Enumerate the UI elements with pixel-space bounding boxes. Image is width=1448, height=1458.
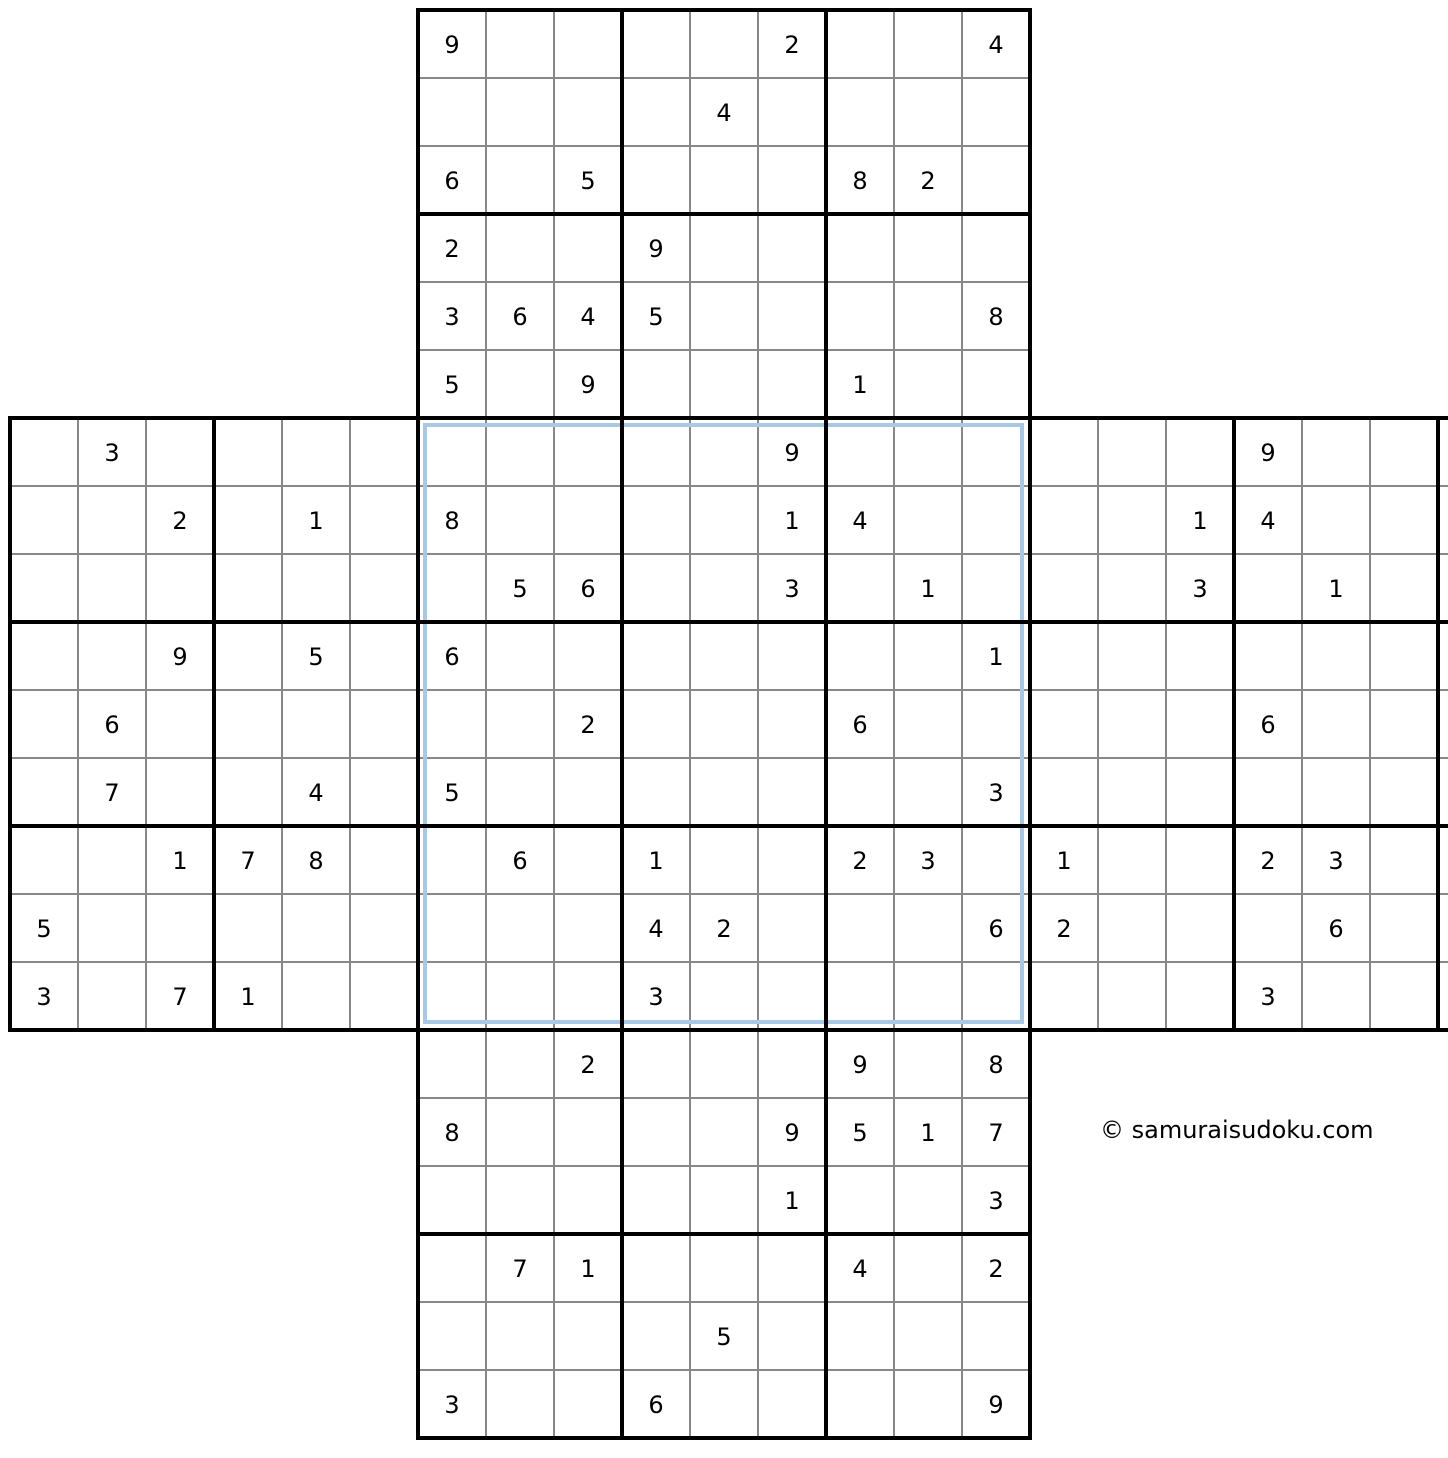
cell-clue: 4 xyxy=(852,1255,868,1283)
copyright-credit: © samuraisudoku.com xyxy=(1100,1116,1374,1144)
cell-clue: 1 xyxy=(1056,847,1072,875)
cell-clue: 3 xyxy=(1260,983,1276,1011)
cell-clue: 3 xyxy=(988,1187,1004,1215)
cell-clue: 9 xyxy=(172,643,188,671)
cell-clue: 1 xyxy=(1328,575,1344,603)
cell-clue: 6 xyxy=(104,711,120,739)
cell-clue: 4 xyxy=(852,507,868,535)
cell-clue: 1 xyxy=(920,1119,936,1147)
cell-clue: 6 xyxy=(512,847,528,875)
cell-clue: 1 xyxy=(784,1187,800,1215)
cell-clue: 9 xyxy=(1260,439,1276,467)
cell-clue: 2 xyxy=(580,1051,596,1079)
thick-grid-lines xyxy=(10,10,1448,1438)
cell-clue: 3 xyxy=(1328,847,1344,875)
cell-clue: 1 xyxy=(988,643,1004,671)
cell-clue: 2 xyxy=(852,847,868,875)
cell-clue: 4 xyxy=(988,31,1004,59)
cell-clue: 9 xyxy=(784,439,800,467)
cell-clue: 4 xyxy=(716,99,732,127)
cell-clue: 6 xyxy=(1328,915,1344,943)
cell-clue: 2 xyxy=(172,507,188,535)
cell-clue: 1 xyxy=(172,847,188,875)
cell-clue: 6 xyxy=(580,575,596,603)
cell-clue: 8 xyxy=(988,1051,1004,1079)
cell-clue: 5 xyxy=(852,1119,868,1147)
cell-clue: 4 xyxy=(648,915,664,943)
cell-clue: 4 xyxy=(1260,507,1276,535)
cell-clue: 5 xyxy=(444,779,460,807)
cell-clue: 6 xyxy=(444,643,460,671)
cell-clue: 1 xyxy=(308,507,324,535)
cell-clue: 7 xyxy=(172,983,188,1011)
cell-clue: 8 xyxy=(852,167,868,195)
cell-clue: 2 xyxy=(444,235,460,263)
cell-clue: 8 xyxy=(444,1119,460,1147)
cell-clue: 2 xyxy=(1056,915,1072,943)
cell-clue: 2 xyxy=(580,711,596,739)
cell-clue: 1 xyxy=(580,1255,596,1283)
cell-clue: 5 xyxy=(512,575,528,603)
cell-clue: 1 xyxy=(648,847,664,875)
cell-clue: 3 xyxy=(648,983,664,1011)
cell-clue: 5 xyxy=(580,167,596,195)
cell-clue: 5 xyxy=(716,1323,732,1351)
cell-clue: 5 xyxy=(36,915,52,943)
cell-clue: 6 xyxy=(852,711,868,739)
cell-clue: 6 xyxy=(444,167,460,195)
cell-clue: 3 xyxy=(988,779,1004,807)
cell-clue: 2 xyxy=(920,167,936,195)
cell-clue: 6 xyxy=(648,1391,664,1419)
cell-clue: 4 xyxy=(308,779,324,807)
cell-clue: 9 xyxy=(580,371,596,399)
cell-clue: 5 xyxy=(648,303,664,331)
cell-clue: 9 xyxy=(444,31,460,59)
cell-clue: 3 xyxy=(444,303,460,331)
cell-clue: 6 xyxy=(988,915,1004,943)
cell-clue: 3 xyxy=(784,575,800,603)
cell-clue: 2 xyxy=(716,915,732,943)
cell-clue: 1 xyxy=(920,575,936,603)
cell-clue: 9 xyxy=(784,1119,800,1147)
cell-clue: 8 xyxy=(444,507,460,535)
cell-clue: 1 xyxy=(852,371,868,399)
cell-clue: 4 xyxy=(580,303,596,331)
cell-clue: 6 xyxy=(512,303,528,331)
cell-clue: 8 xyxy=(988,303,1004,331)
cell-clue: 9 xyxy=(988,1391,1004,1419)
cell-clue: 9 xyxy=(852,1051,868,1079)
cell-clue: 2 xyxy=(1260,847,1276,875)
cell-clue: 7 xyxy=(104,779,120,807)
cell-clue: 7 xyxy=(240,847,256,875)
cell-clue: 3 xyxy=(1192,575,1208,603)
cell-clue: 6 xyxy=(1260,711,1276,739)
cell-clue: 3 xyxy=(104,439,120,467)
cell-clue: 9 xyxy=(648,235,664,263)
cell-clue: 7 xyxy=(512,1255,528,1283)
cell-clue: 1 xyxy=(240,983,256,1011)
cell-clue: 3 xyxy=(920,847,936,875)
cell-clue: 2 xyxy=(988,1255,1004,1283)
cell-clue: 2 xyxy=(784,31,800,59)
cell-clue: 8 xyxy=(308,847,324,875)
sudoku-cells xyxy=(36,31,1448,1419)
cell-clue: 3 xyxy=(444,1391,460,1419)
cell-clue: 1 xyxy=(784,507,800,535)
cell-clue: 5 xyxy=(444,371,460,399)
cell-clue: 5 xyxy=(308,643,324,671)
cell-clue: 7 xyxy=(988,1119,1004,1147)
cell-clue: 3 xyxy=(36,983,52,1011)
cell-clue: 1 xyxy=(1192,507,1208,535)
